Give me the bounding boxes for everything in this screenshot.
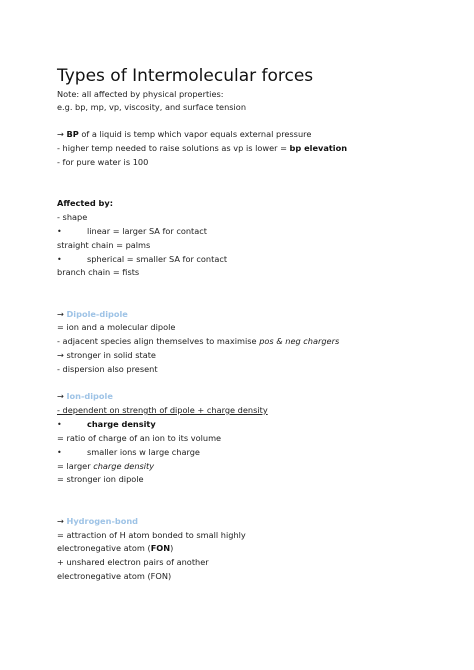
larger-text: = larger xyxy=(57,461,94,471)
arrow-icon: → xyxy=(57,129,64,139)
page-title: Types of Intermolecular forces xyxy=(57,66,314,86)
bp-elevation-text: - higher temp needed to raise solutions as vp is lower = xyxy=(57,143,290,153)
bullet-icon: • xyxy=(57,448,62,457)
bullet-icon: • xyxy=(57,255,62,264)
dipole-dipole-line-4: - dispersion also present xyxy=(57,364,158,374)
hydrogen-bond-line-1: = attraction of H atom bonded to small highly xyxy=(57,530,246,540)
electronegative-text: electronegative atom ( xyxy=(57,543,151,553)
linear-text: linear = larger SA for contact xyxy=(87,226,207,236)
bp-definition: of a liquid is temp which vapor equals external pressure xyxy=(78,129,312,139)
smaller-ions-text: smaller ions w large charge xyxy=(87,447,200,457)
ion-dipole-line-6: = stronger ion dipole xyxy=(57,474,144,484)
ion-dipole-line-5 xyxy=(57,461,154,472)
intro-example: e.g. bp, mp, vp, viscosity, and surface tension xyxy=(57,102,247,112)
hydrogen-bond-line-3: + unshared electron pairs of another xyxy=(57,557,209,567)
charge-density-term: charge density xyxy=(87,419,156,429)
arrow-icon: → xyxy=(57,391,64,401)
dipole-dipole-heading: Dipole-dipole xyxy=(66,309,128,319)
intro-note: Note: all affected by physical properties: xyxy=(57,89,224,99)
hydrogen-bond-line-4: electronegative atom (FON) xyxy=(57,571,172,581)
ion-dipole-heading: Ion-dipole xyxy=(66,391,113,401)
bp-elevation-term: bp elevation xyxy=(289,143,348,153)
dipole-dipole-line-3: → stronger in solid state xyxy=(57,350,156,360)
arrow-icon: → xyxy=(57,516,64,526)
dipole-dipole-line-2 xyxy=(57,336,339,347)
spherical-text: spherical = smaller SA for contact xyxy=(87,254,228,264)
bullet-icon: • xyxy=(57,227,62,236)
list-item-charge-density xyxy=(57,419,156,430)
hydrogen-bond-heading: Hydrogen-bond xyxy=(66,516,139,526)
ion-dipole-line-3: = ratio of charge of an ion to its volume xyxy=(57,433,222,443)
bp-water-line: - for pure water is 100 xyxy=(57,157,149,167)
bp-term: BP xyxy=(66,129,79,139)
dipole-dipole-line-1: = ion and a molecular dipole xyxy=(57,322,176,332)
close-paren-text: ) xyxy=(170,543,174,553)
dipole-charges-text: pos & neg chargers xyxy=(259,336,340,346)
fon-term: FON xyxy=(150,543,171,553)
dipole-align-text: - adjacent species align themselves to maximise xyxy=(57,336,260,346)
affected-heading: Affected by: xyxy=(57,198,114,208)
branch-chain-line: branch chain = fists xyxy=(57,267,140,277)
list-item-smaller-ions xyxy=(57,447,200,458)
affected-shape: - shape xyxy=(57,212,88,222)
bullet-icon: • xyxy=(57,420,62,429)
bp-elevation-line xyxy=(57,143,347,154)
hydrogen-bond-heading-line xyxy=(57,516,138,527)
list-item-spherical xyxy=(57,254,227,265)
dipole-dipole-heading-line xyxy=(57,309,128,320)
list-item-linear xyxy=(57,226,207,237)
charge-density-italic: charge density xyxy=(93,461,155,471)
hydrogen-bond-line-2 xyxy=(57,543,173,554)
ion-dipole-line-1: - dependent on strength of dipole + charge density xyxy=(57,405,268,415)
straight-chain-line: straight chain = palms xyxy=(57,240,151,250)
arrow-icon: → xyxy=(57,309,64,319)
bp-definition-line xyxy=(57,129,311,140)
ion-dipole-heading-line xyxy=(57,391,113,402)
